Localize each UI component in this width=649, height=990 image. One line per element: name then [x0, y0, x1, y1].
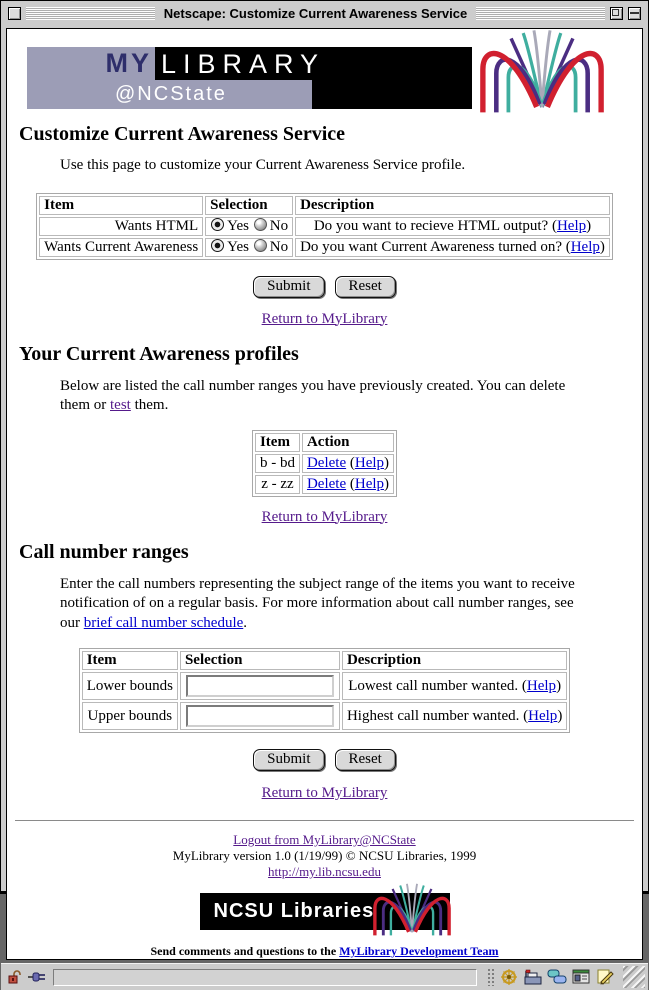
description-cell: Highest call number wanted. (Help) [342, 702, 567, 730]
return-to-mylibrary-link[interactable]: Return to MyLibrary [261, 508, 388, 525]
banner-ncstate-text: @NCState [115, 83, 227, 105]
help-link[interactable]: Help [570, 238, 600, 255]
call-number-schedule-link[interactable]: brief call number schedule [83, 614, 244, 631]
banner-my-text: MY [105, 48, 152, 78]
table-row [82, 672, 568, 700]
mylibrary-banner [27, 37, 642, 117]
profiles-intro: Below are listed the call number ranges you have previously created. You can delete them or test them. [60, 377, 566, 413]
description-cell: Lowest call number wanted. (Help) [342, 672, 567, 700]
selection-cell [205, 217, 293, 236]
table-row [39, 217, 610, 236]
awareness-settings-table [36, 193, 613, 260]
action-cell: Delete (Help) [302, 475, 394, 494]
titlebar-stripes [26, 7, 155, 20]
connection-plug-icon [27, 969, 47, 985]
reset-button[interactable]: Reset [335, 276, 396, 298]
banner-library-text: LIBRARY [161, 49, 326, 79]
yes-label: Yes [227, 217, 249, 234]
yes-label: Yes [227, 238, 249, 255]
call-ranges-intro: Enter the call numbers representing the subject range of the items you want to receive notification of on a regular basis. For more information about call number ranges, see our brief call number schedule. [60, 575, 575, 631]
item-label: Wants HTML [39, 217, 203, 236]
description-cell: Do you want Current Awareness turned on? (Help) [295, 238, 610, 257]
column-header-description: Description [342, 651, 567, 670]
help-link[interactable]: Help [528, 707, 558, 724]
mailbox-icon[interactable] [523, 968, 543, 986]
table-row [255, 454, 394, 473]
close-box-icon[interactable] [8, 7, 21, 20]
lower-bounds-input[interactable] [186, 675, 334, 697]
help-link[interactable]: Help [556, 217, 587, 234]
address-book-icon[interactable] [571, 968, 591, 986]
ncsu-libraries-fan-logo-icon [366, 883, 458, 937]
version-text: MyLibrary version 1.0 (1/19/99) © NCSU Libraries, 1999 [172, 848, 477, 863]
call-ranges-heading: Call number ranges [19, 540, 189, 563]
call-ranges-table [79, 648, 571, 733]
status-bar [1, 963, 648, 990]
window-titlebar[interactable] [1, 1, 648, 25]
selection-cell [205, 238, 293, 257]
reset-button[interactable]: Reset [335, 749, 396, 771]
no-label: No [269, 238, 289, 255]
test-link[interactable]: test [110, 397, 131, 413]
profiles-table [252, 430, 397, 497]
ncsu-libraries-fan-logo-icon [465, 29, 619, 115]
item-label: Wants Current Awareness [39, 238, 203, 257]
column-header-description: Description [295, 196, 610, 215]
bound-label: Upper bounds [82, 702, 178, 730]
range-label: z - zz [255, 475, 300, 494]
table-row [82, 702, 568, 730]
column-header-item: Item [82, 651, 178, 670]
development-team-link[interactable]: MyLibrary Development Team [339, 944, 499, 958]
column-header-selection: Selection [180, 651, 340, 670]
page-title: Customize Current Awareness Service [19, 123, 346, 145]
discussions-icon[interactable] [547, 968, 567, 986]
radio-no-icon[interactable] [254, 218, 267, 231]
comments-line: Send comments and questions to the MyLibrary Development Team [150, 944, 499, 958]
table-row [39, 238, 610, 257]
ncsu-libraries-label: NCSU Libraries [213, 900, 375, 922]
titlebar-stripes [476, 7, 605, 20]
submit-button[interactable]: Submit [253, 749, 324, 771]
selection-cell [180, 672, 340, 700]
component-bar-handle[interactable] [487, 968, 495, 986]
help-link[interactable]: Help [526, 677, 557, 694]
banner-my-box [27, 47, 155, 80]
help-link[interactable]: Help [354, 454, 385, 471]
selection-cell [180, 702, 340, 730]
security-lock-icon[interactable] [7, 969, 23, 985]
radio-no-icon[interactable] [254, 239, 267, 252]
column-header-item: Item [39, 196, 203, 215]
divider [15, 820, 634, 822]
ncsu-libraries-footer-logo [200, 887, 450, 933]
navigator-icon[interactable] [499, 968, 519, 986]
window-resize-grip[interactable] [623, 966, 645, 988]
awareness-intro: Use this page to customize your Current Awareness Service profile. [60, 157, 466, 173]
upper-bounds-input[interactable] [186, 705, 334, 727]
column-header-selection: Selection [205, 196, 293, 215]
radio-yes-selected-icon[interactable] [211, 218, 224, 231]
bound-label: Lower bounds [82, 672, 178, 700]
collapse-box-icon[interactable] [628, 7, 641, 20]
banner-ncstate-box [27, 80, 312, 109]
delete-link[interactable]: Delete [306, 454, 347, 471]
composer-icon[interactable] [595, 968, 615, 986]
site-url-link[interactable]: http://my.lib.ncsu.edu [268, 864, 381, 879]
column-header-action: Action [302, 433, 394, 452]
no-label: No [269, 217, 289, 234]
delete-link[interactable]: Delete [306, 475, 347, 492]
profiles-heading: Your Current Awareness profiles [19, 342, 299, 365]
page-content [6, 28, 643, 960]
description-cell: Do you want to recieve HTML output? (Help) [295, 217, 610, 236]
window-title: Netscape: Customize Current Awareness Service [163, 5, 468, 21]
range-label: b - bd [255, 454, 300, 473]
help-link[interactable]: Help [354, 475, 385, 492]
logout-link[interactable]: Logout from MyLibrary@NCState [233, 832, 416, 847]
submit-button[interactable]: Submit [253, 276, 324, 298]
action-cell: Delete (Help) [302, 454, 394, 473]
status-message-field [53, 969, 477, 986]
column-header-item: Item [255, 433, 300, 452]
return-to-mylibrary-link[interactable]: Return to MyLibrary [261, 310, 388, 327]
zoom-box-icon[interactable] [610, 7, 623, 20]
table-row [255, 475, 394, 494]
radio-yes-selected-icon[interactable] [211, 239, 224, 252]
return-to-mylibrary-link[interactable]: Return to MyLibrary [261, 785, 388, 801]
